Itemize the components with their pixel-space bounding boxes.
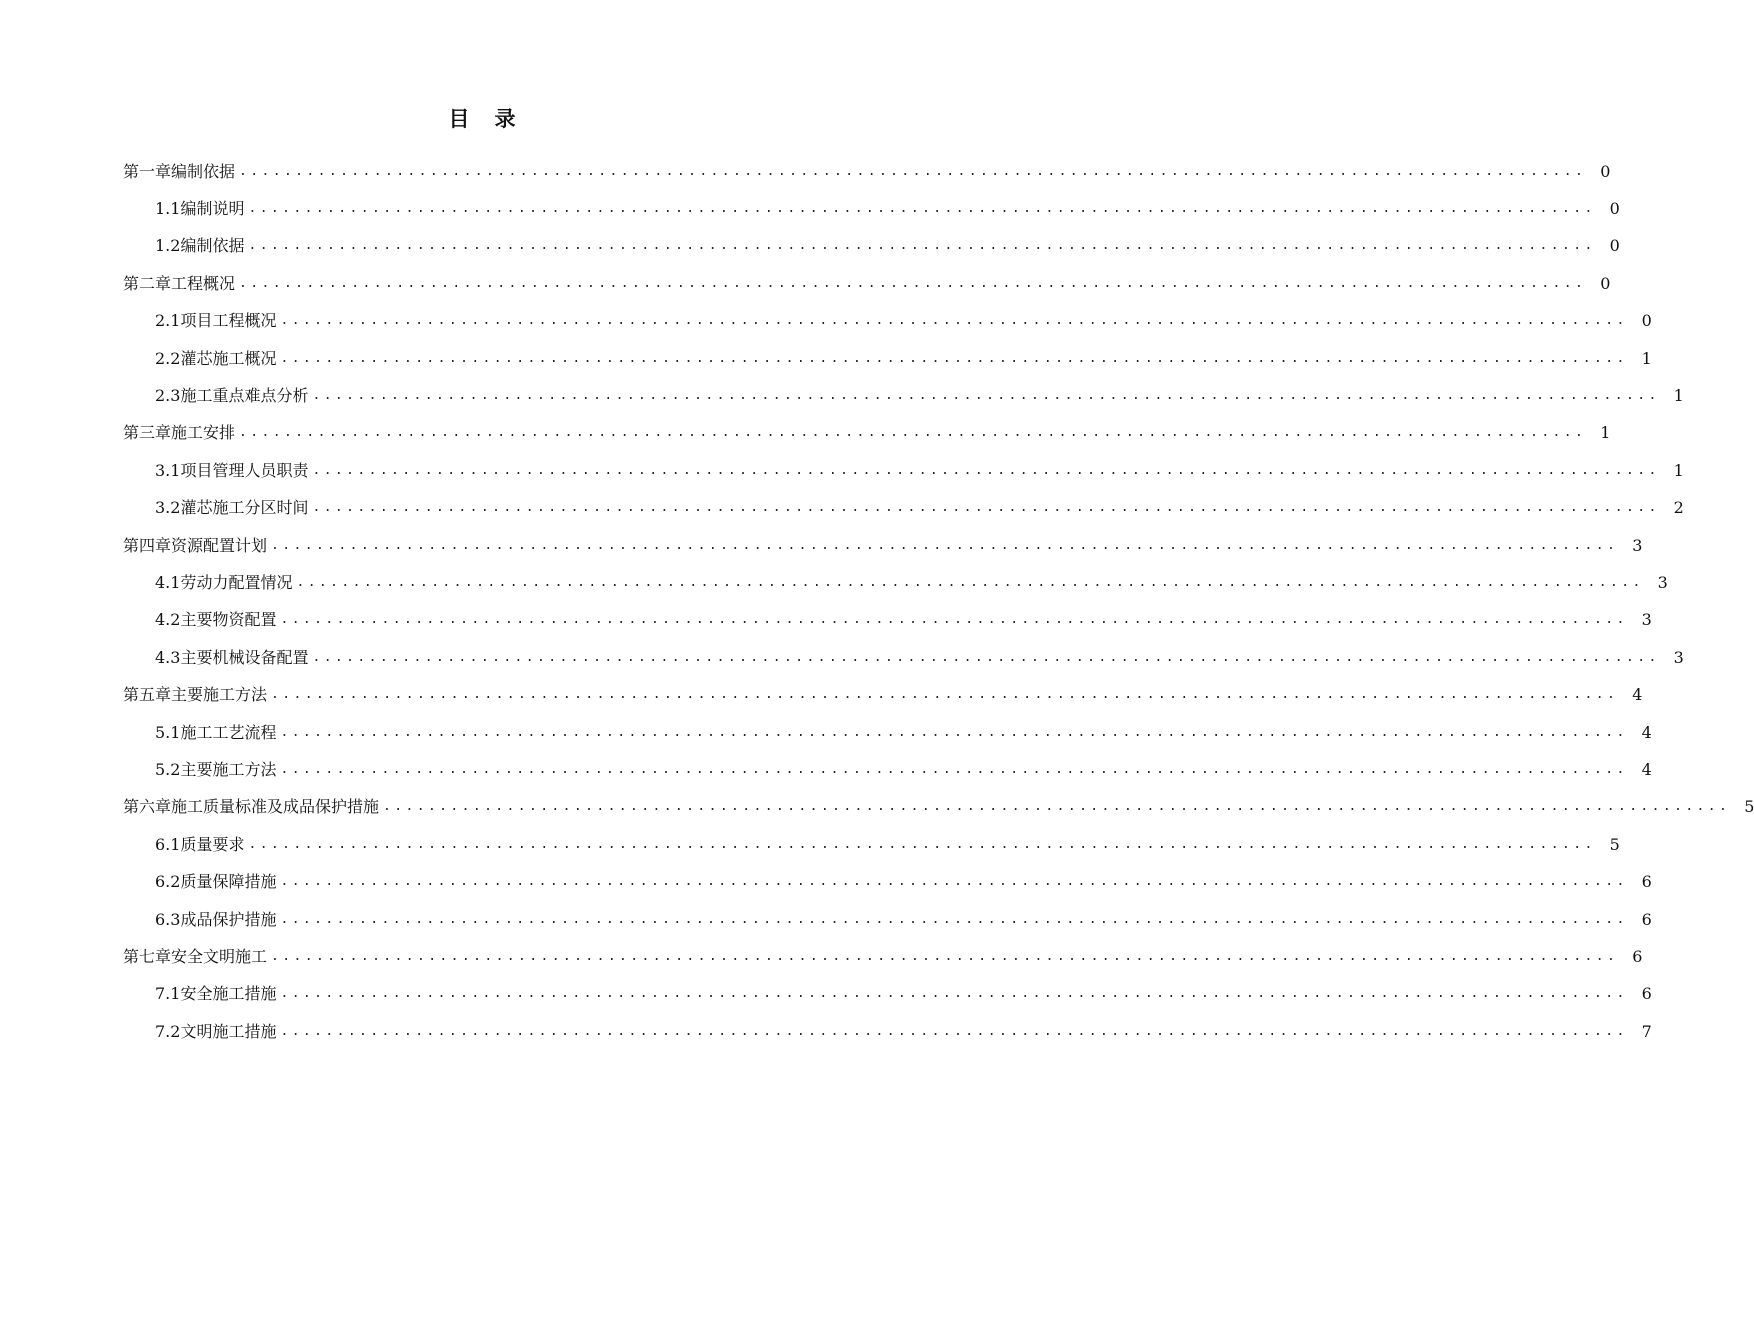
dot-leader: ........................................................................................................................ (248, 238, 1596, 254)
toc-section-entry[interactable] (0, 228, 1620, 265)
toc-entry-number: 3.1 (155, 460, 181, 480)
toc-entry-label: 编制依据 (180, 236, 245, 256)
toc-entry-label: 主要机械设备配置 (180, 647, 309, 667)
dot-leader: ........................................................................................................................ (280, 350, 1628, 366)
toc-section-entry[interactable] (0, 1013, 1652, 1050)
toc-section-entry[interactable] (0, 751, 1652, 788)
toc-entry-number: 5.1 (155, 722, 181, 742)
dot-leader: ........................................................................................................................ (312, 462, 1660, 478)
toc-entry-number: 第五章 (123, 685, 172, 705)
dot-leader: ........................................................................................................................ (239, 275, 1587, 291)
toc-page-number: 6 (1641, 872, 1652, 892)
toc-entry-label: 灌芯施工概况 (180, 348, 277, 368)
toc-entry-number: 第七章 (123, 946, 172, 966)
toc-page-number: 3 (1641, 610, 1652, 630)
toc-entry-number: 2.1 (155, 311, 181, 331)
toc-entry-number: 2.2 (155, 348, 181, 368)
toc-section-entry[interactable] (0, 602, 1652, 639)
dot-leader: ........................................................................................................................ (248, 201, 1596, 217)
toc-chapter-entry[interactable] (0, 938, 1643, 975)
dot-leader: ........................................................................................................................ (280, 874, 1628, 890)
toc-entry-label: 资源配置计划 (171, 535, 268, 555)
toc-entry-number: 第三章 (123, 423, 172, 443)
toc-section-entry[interactable] (0, 826, 1620, 863)
toc-page-number: 1 (1600, 423, 1611, 443)
toc-entry-number: 第六章 (123, 797, 172, 817)
toc-chapter-entry[interactable] (0, 265, 1611, 302)
toc-entry-number: 第二章 (123, 273, 172, 293)
toc-entry-label: 文明施工措施 (180, 1021, 277, 1041)
toc-entry-label: 施工重点难点分析 (180, 386, 309, 406)
toc-entry-label: 主要物资配置 (180, 610, 277, 630)
toc-entry-label: 施工安排 (171, 423, 236, 443)
toc-entry-label: 施工质量标准及成品保护措施 (171, 797, 380, 817)
toc-page-number: 5 (1744, 797, 1754, 817)
dot-leader: ........................................................................................................................ (280, 761, 1628, 777)
toc-entry-number: 6.1 (155, 834, 181, 854)
toc-entry-label: 安全施工措施 (180, 984, 277, 1004)
dot-leader: ........................................................................................................................ (312, 500, 1660, 516)
toc-section-entry[interactable] (0, 490, 1684, 527)
toc-page-number: 0 (1641, 311, 1652, 331)
toc-entry-number: 1.2 (155, 236, 181, 256)
toc-page-number: 0 (1600, 161, 1611, 181)
toc-entry-label: 灌芯施工分区时间 (180, 498, 309, 518)
toc-page-number: 4 (1632, 685, 1643, 705)
toc-section-entry[interactable] (0, 863, 1652, 900)
toc-chapter-entry[interactable] (0, 789, 1754, 826)
dot-leader: ........................................................................................................................ (248, 836, 1596, 852)
toc-page-number: 4 (1641, 759, 1652, 779)
toc-entry-label: 工程概况 (171, 273, 236, 293)
toc-entry-label: 项目工程概况 (180, 311, 277, 331)
dot-leader: ........................................................................................................................ (239, 163, 1587, 179)
toc-entry-number: 6.2 (155, 872, 181, 892)
toc-section-entry[interactable] (0, 564, 1668, 601)
toc-entry-number: 7.1 (155, 984, 181, 1004)
toc-page-number: 6 (1632, 946, 1643, 966)
toc-page-number: 3 (1673, 647, 1684, 667)
toc-entry-label: 编制说明 (180, 199, 245, 219)
toc-entry-number: 5.2 (155, 759, 181, 779)
toc-section-entry[interactable] (0, 452, 1684, 489)
toc-entry-number: 4.3 (155, 647, 181, 667)
toc-chapter-entry[interactable] (0, 415, 1611, 452)
toc-page-number: 1 (1673, 386, 1684, 406)
dot-leader: ........................................................................................................................ (296, 574, 1644, 590)
dot-leader: ........................................................................................................................ (312, 649, 1660, 665)
toc-section-entry[interactable] (0, 190, 1620, 227)
toc-section-entry[interactable] (0, 340, 1652, 377)
toc-chapter-entry[interactable] (0, 153, 1611, 190)
dot-leader: ........................................................................................................................ (312, 388, 1660, 404)
toc-entry-number: 1.1 (155, 199, 181, 219)
toc-entry-label: 项目管理人员职责 (180, 460, 309, 480)
toc-section-entry[interactable] (0, 377, 1684, 414)
toc-entry-number: 7.2 (155, 1021, 181, 1041)
toc-page-number: 6 (1641, 984, 1652, 1004)
dot-leader: ........................................................................................................................ (280, 911, 1628, 927)
toc-section-entry[interactable] (0, 303, 1652, 340)
toc-section-entry[interactable] (0, 639, 1684, 676)
dot-leader: ........................................................................................................................ (239, 425, 1587, 441)
toc-entry-label: 主要施工方法 (171, 685, 268, 705)
toc-page-number: 3 (1632, 535, 1643, 555)
dot-leader: ........................................................................................................................ (383, 799, 1731, 815)
toc-page-number: 0 (1609, 199, 1620, 219)
dot-leader: ........................................................................................................................ (271, 948, 1619, 964)
toc-page-number: 5 (1609, 834, 1620, 854)
dot-leader: ........................................................................................................................ (280, 313, 1628, 329)
toc-entry-number: 6.3 (155, 909, 181, 929)
toc-entry-label: 安全文明施工 (171, 946, 268, 966)
table-of-contents (0, 153, 1754, 1050)
toc-page-number: 2 (1673, 498, 1684, 518)
toc-page-number: 0 (1600, 273, 1611, 293)
toc-entry-label: 主要施工方法 (180, 759, 277, 779)
toc-page-number: 6 (1641, 909, 1652, 929)
toc-section-entry[interactable] (0, 714, 1652, 751)
toc-entry-label: 编制依据 (171, 161, 236, 181)
toc-section-entry[interactable] (0, 901, 1652, 938)
toc-page-number: 1 (1673, 460, 1684, 480)
toc-entry-label: 劳动力配置情况 (180, 572, 293, 592)
toc-entry-number: 2.3 (155, 386, 181, 406)
dot-leader: ........................................................................................................................ (271, 537, 1619, 553)
toc-entry-number: 第一章 (123, 161, 172, 181)
toc-chapter-entry[interactable] (0, 676, 1643, 713)
toc-page-number: 4 (1641, 722, 1652, 742)
toc-entry-number: 3.2 (155, 498, 181, 518)
toc-entry-label: 成品保护措施 (180, 909, 277, 929)
toc-entry-label: 施工工艺流程 (180, 722, 277, 742)
toc-entry-number: 第四章 (123, 535, 172, 555)
toc-entry-label: 质量保障措施 (180, 872, 277, 892)
toc-title: 目 录 (448, 106, 518, 131)
toc-page-number: 1 (1641, 348, 1652, 368)
toc-entry-number: 4.1 (155, 572, 181, 592)
toc-page-number: 3 (1657, 572, 1668, 592)
dot-leader: ........................................................................................................................ (280, 1023, 1628, 1039)
toc-page-number: 0 (1609, 236, 1620, 256)
toc-page-number: 7 (1641, 1021, 1652, 1041)
toc-chapter-entry[interactable] (0, 527, 1643, 564)
toc-entry-number: 4.2 (155, 610, 181, 630)
toc-entry-label: 质量要求 (180, 834, 245, 854)
toc-section-entry[interactable] (0, 976, 1652, 1013)
dot-leader: ........................................................................................................................ (280, 724, 1628, 740)
dot-leader: ........................................................................................................................ (280, 986, 1628, 1002)
dot-leader: ........................................................................................................................ (271, 687, 1619, 703)
dot-leader: ........................................................................................................................ (280, 612, 1628, 628)
